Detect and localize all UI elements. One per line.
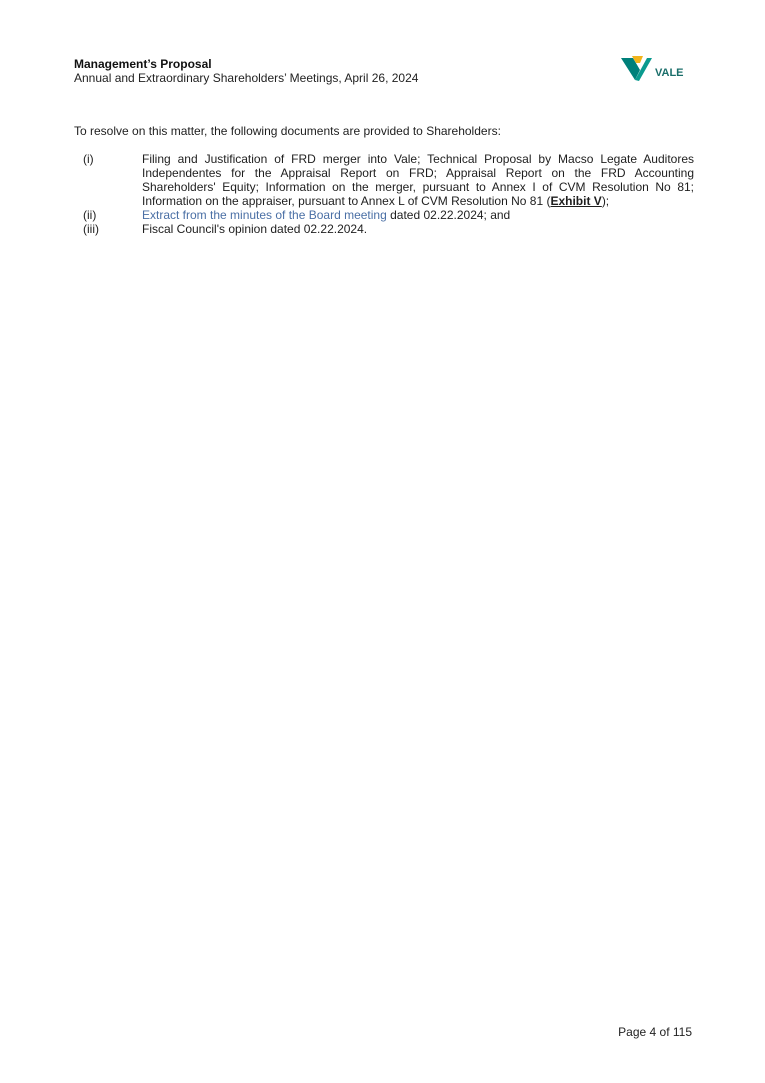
header-title: Management’s Proposal bbox=[74, 57, 212, 71]
list-item bbox=[74, 152, 694, 208]
item-number: (iii) bbox=[83, 222, 99, 236]
documents-list bbox=[74, 152, 694, 236]
page-number: Page 4 of 115 bbox=[618, 1025, 692, 1039]
intro-paragraph: To resolve on this matter, the following documents are provided to Shareholders: bbox=[74, 124, 501, 138]
item-text bbox=[142, 152, 694, 208]
item-text bbox=[142, 208, 694, 222]
item-number: (ii) bbox=[83, 208, 97, 222]
item-text: Fiscal Council's opinion dated 02.22.2024. bbox=[142, 222, 368, 236]
item-text-main: dated 02.22.2024; and bbox=[386, 208, 511, 222]
board-minutes-link[interactable]: Extract from the minutes of the Board meeting bbox=[142, 208, 387, 222]
exhibit-v-link[interactable]: Exhibit V bbox=[550, 194, 602, 208]
item-number: (i) bbox=[83, 152, 94, 166]
logo-text: VALE bbox=[655, 67, 684, 79]
list-item bbox=[74, 208, 694, 222]
header-subtitle: Annual and Extraordinary Shareholders’ Meetings, April 26, 2024 bbox=[74, 71, 419, 85]
item-text-end: ); bbox=[601, 194, 610, 208]
document-header bbox=[74, 57, 418, 85]
vale-logo bbox=[621, 54, 691, 84]
item-text-main: Filing and Justification of FRD merger into Vale; Technical Proposal by Macso Legate Auditores Independentes for the Appraisal Report on FRD; Appraisal Report on the FRD Accounting Shareholders' Equity; Information on the merger, pursuant to Annex I of CVM Resolution No 81; Information on the appraiser, pursuant to Annex L of CVM Resolution No 81 ( bbox=[142, 152, 694, 208]
list-item bbox=[74, 222, 694, 236]
vale-v-logo-icon bbox=[621, 54, 691, 84]
